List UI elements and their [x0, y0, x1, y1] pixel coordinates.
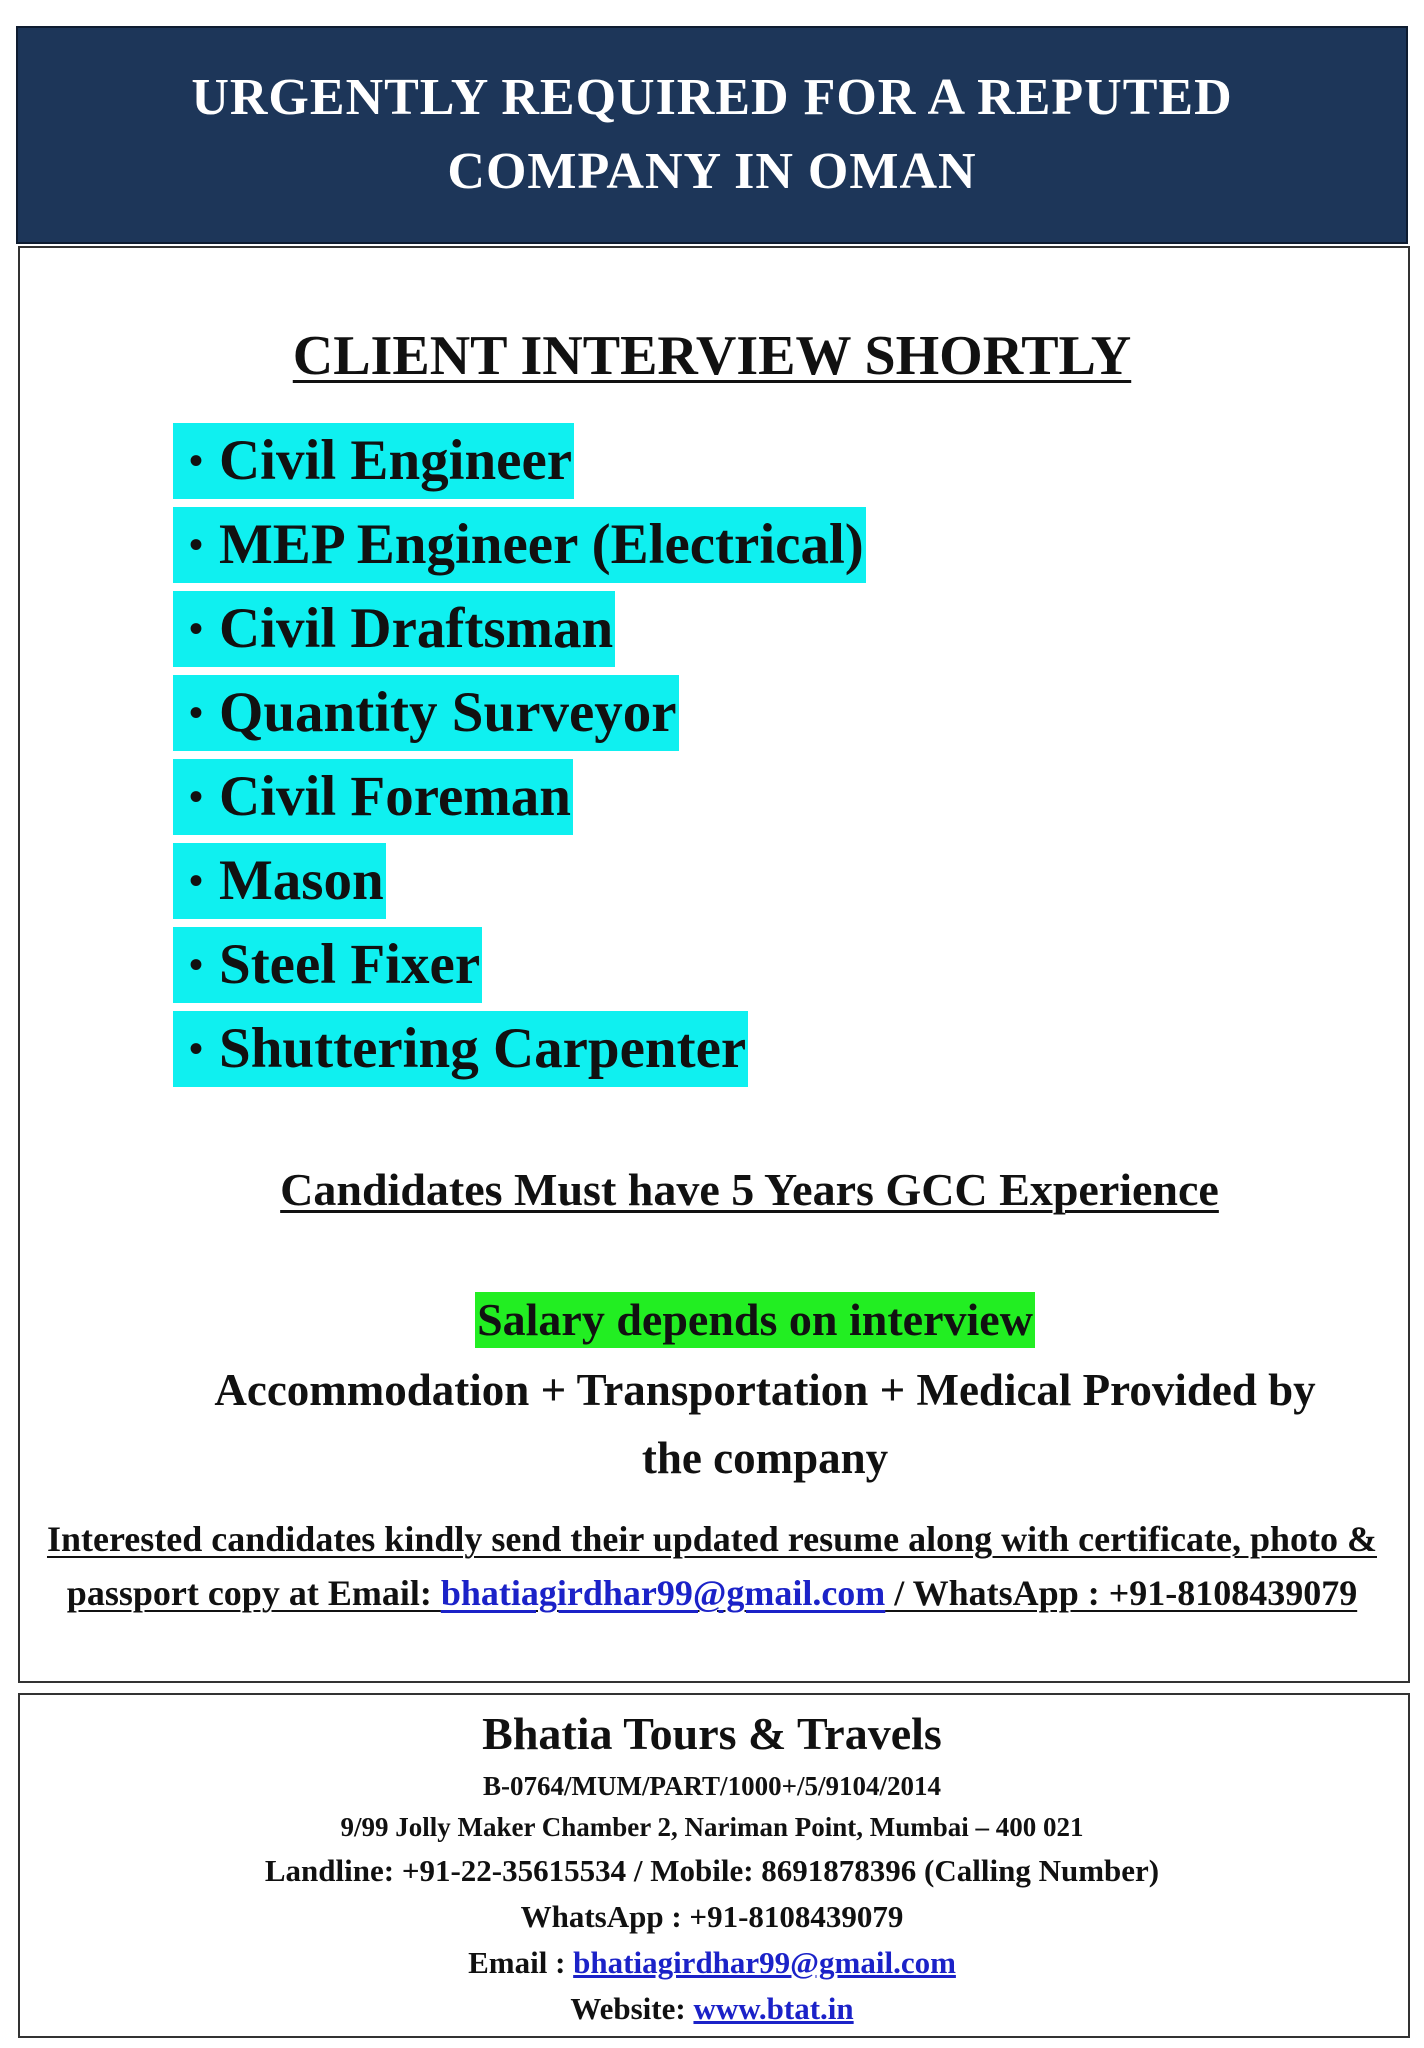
whatsapp-number: WhatsApp : +91-8108439079	[520, 1899, 904, 1934]
job-item	[173, 843, 866, 927]
website-row	[0, 1986, 1424, 2032]
job-title: Civil Foreman	[219, 765, 571, 828]
benefits-line-1: Accommodation + Transportation + Medical Provided by	[214, 1365, 1316, 1415]
apply-text: Interested candidates kindly send their updated resume along with certificate, photo & passport copy at Email:	[46, 1519, 1377, 1613]
email-label: Email :	[468, 1945, 574, 1980]
experience-requirement: Candidates Must have 5 Years GCC Experience	[280, 1164, 1219, 1215]
website-link[interactable]: www.btat.in	[693, 1991, 854, 2026]
job-item	[173, 423, 866, 507]
salary-note: Salary depends on interview	[475, 1292, 1035, 1348]
job-item	[173, 927, 866, 1011]
benefits-text	[130, 1356, 1400, 1492]
job-title: Civil Engineer	[219, 429, 573, 492]
job-title: Steel Fixer	[219, 933, 481, 996]
phone-numbers: Landline: +91-22-35615534 / Mobile: 8691878396 (Calling Number)	[264, 1853, 1160, 1888]
bullet-icon: •	[188, 858, 203, 903]
application-instructions	[40, 1512, 1384, 1620]
apply-email-link[interactable]: bhatiagirdhar99@gmail.com	[440, 1573, 886, 1613]
benefits-line-2: the company	[641, 1433, 889, 1483]
website-label: Website:	[570, 1991, 694, 2026]
license-number: B-0764/MUM/PART/1000+/5/9104/2014	[483, 1771, 941, 1801]
bullet-icon: •	[188, 438, 203, 483]
bullet-icon: •	[188, 522, 203, 567]
job-item	[173, 591, 866, 675]
bullet-icon: •	[188, 690, 203, 735]
job-title: Civil Draftsman	[219, 597, 614, 660]
salary-row	[0, 1292, 1424, 1348]
company-name: Bhatia Tours & Travels	[482, 1708, 942, 1759]
job-title: MEP Engineer (Electrical)	[219, 513, 864, 576]
bullet-icon: •	[188, 606, 203, 651]
interview-title: CLIENT INTERVIEW SHORTLY	[292, 325, 1132, 387]
header-title-line-2: COMPANY IN OMAN	[447, 143, 977, 200]
job-item	[173, 1011, 866, 1095]
bullet-icon: •	[188, 942, 203, 987]
job-item	[173, 507, 866, 591]
header-banner	[16, 26, 1408, 244]
header-title-line-1: URGENTLY REQUIRED FOR A REPUTED	[191, 69, 1233, 126]
apply-whatsapp: / WhatsApp : +91-8108439079	[885, 1573, 1358, 1613]
job-title: Mason	[219, 849, 384, 912]
job-item	[173, 675, 866, 759]
job-title: Quantity Surveyor	[219, 681, 677, 744]
job-title: Shuttering Carpenter	[219, 1017, 747, 1080]
bullet-icon: •	[188, 774, 203, 819]
email-row	[0, 1940, 1424, 1986]
footer-email-link[interactable]: bhatiagirdhar99@gmail.com	[573, 1945, 956, 1980]
job-item	[173, 759, 866, 843]
bullet-icon: •	[188, 1026, 203, 1071]
job-list	[173, 423, 866, 1095]
agency-details	[0, 1700, 1424, 2032]
address: 9/99 Jolly Maker Chamber 2, Nariman Point, Mumbai – 400 021	[340, 1812, 1084, 1842]
